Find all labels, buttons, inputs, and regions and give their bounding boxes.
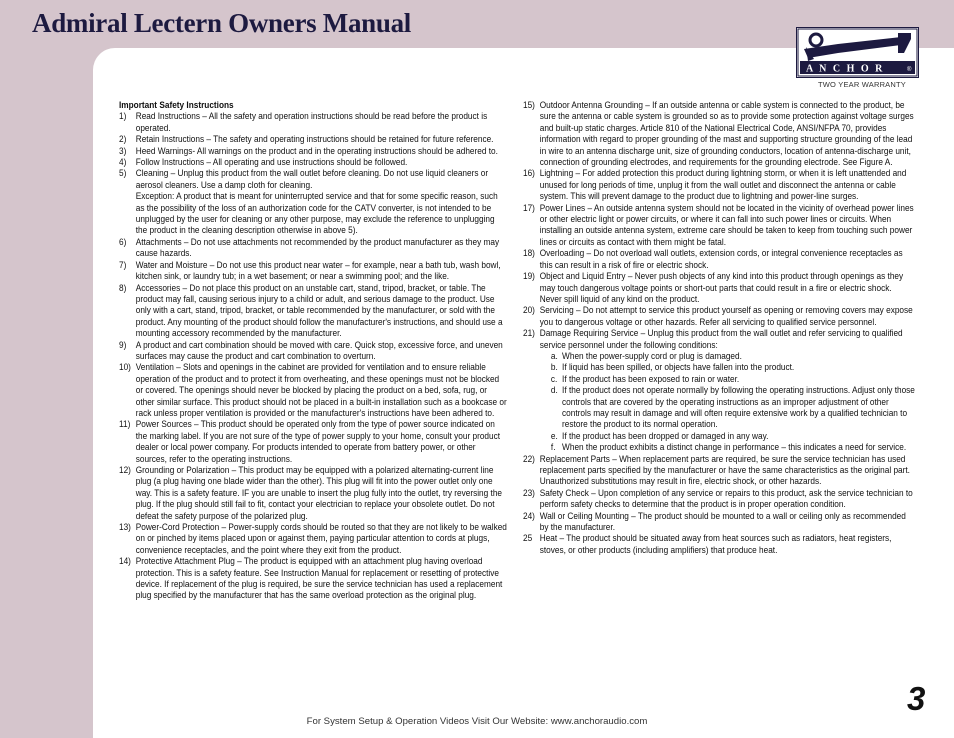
item-text: Wall or Ceiling Mounting – The product should be mounted to a wall or ceiling only as recommended by the manufacturer. (539, 510, 906, 533)
item-text: Retain Instructions – The safety and operating instructions should be retained for future reference. (135, 134, 494, 145)
list-item (523, 511, 915, 534)
item-text: Servicing – Do not attempt to service this product yourself as opening or removing covers may expose you to dangerous voltage or other hazards. Refer all servicing to qualified service personnel. (539, 305, 913, 327)
list-item (523, 248, 915, 271)
item-text: When the product exhibits a distinct change in performance – this indicates a need for service. (562, 442, 907, 453)
list-item (119, 237, 508, 260)
item-text: Cleaning – Unplug this product from the wall outlet before cleaning. Do not use liquid cleaners or aerosol cleaners. Use a damp cloth for cleaning. (135, 168, 489, 190)
item-text: Attachments – Do not use attachments not recommended by the product manufacturer as they may cause hazards. (135, 236, 500, 259)
item-text: If liquid has been spilled, or objects have fallen into the product. (562, 362, 795, 373)
item-number: 19) (523, 271, 535, 282)
item-number: 16) (523, 168, 535, 179)
item-text: If the product does not operate normally by following the operating instructions. Adjust only those controls that are covered by the operating instructions as an improper adjustment of other controls may result in damage and will often require extensive work by a qualified technician to restore the product to its normal operation. (562, 385, 915, 430)
registered-mark: ® (907, 67, 912, 73)
item-text: Power Lines – An outside antenna system should not be located in the vicinity of overhead power lines or other electric light or power circuits, or where it can fall into such power lines or circuits. When installing an outside antenna system, extreme care should be taken to keep from touching such power lines or circuits as contact with them might be fatal. (539, 202, 914, 247)
item-text: Follow Instructions – All operating and use instructions should be followed. (135, 157, 408, 168)
sub-list-item (523, 374, 915, 385)
list-item (119, 419, 508, 465)
item-text: Grounding or Polarization – This product may be equipped with a polarized alternating-current line plug (a plug having one blade wider than the other). This plug will fit into the power outlet only one way. This is a safety feature. IF you are unable to insert the plug fully into the outlet, try reversing the plug. If the plug should still fail to fit, contact your electrician to replace your obsolete outlet. Do not defeat the safety purpose of the polarized plug. (135, 465, 503, 521)
item-number: 4) (119, 157, 127, 168)
right-column (523, 100, 915, 556)
item-text: Heat – The product should be situated away from heat sources such as radiators, heat registers, stoves, or other products (including amplifiers) that produce heat. (539, 533, 892, 555)
item-text: If the product has been dropped or damaged in any way. (562, 430, 769, 441)
list-item (119, 134, 508, 145)
page-number: 3 (907, 680, 926, 717)
item-number: 13) (119, 522, 131, 533)
item-number: 1) (119, 111, 127, 122)
list-item (119, 283, 508, 340)
item-number: 7) (119, 259, 127, 270)
item-number: 22) (523, 453, 535, 464)
item-text: Accessories – Do not place this product on an unstable cart, stand, tripod, bracket, or table. The product may fall, causing serious injury to a child or adult, and serious damage to the product. Use only with a cart, stand, tripod, bracket, or table recommended by the manufacturer, or sold with the product. Any mounting of the product should follow the manufacturer's instructions, and should use a mounting accessory recommended by the manufacturer. (135, 282, 503, 339)
item-text: Damage Requiring Service – Unplug this product from the wall outlet and refer servicing to qualified service personnel under the following conditions: (539, 328, 903, 350)
item-text: Lightning – For added protection this product during lightning storm, or when it is left unattended and unused for long periods of time, unplug it from the wall outlet and disconnect the antenna or cable system. This will prevent damage to the product due to lightning and power-line surges. (539, 168, 907, 202)
item-text: Power Sources – This product should be operated only from the type of power source indicated on the marking label. If you are not sure of the type of power supply to your home, consult your product dealer or local power company. For products intended to operate from battery power, or other sources, refer to the operating instructions. (135, 419, 501, 464)
item-number: e. (550, 430, 558, 441)
item-number: 14) (119, 556, 131, 567)
warranty-label: TWO YEAR WARRANTY (818, 80, 906, 89)
item-number: 20) (523, 305, 535, 316)
left-column (119, 100, 508, 602)
item-text: Replacement Parts – When replacement parts are required, be sure the service technician has used replacement parts specified by the manufacturer or have the same characteristics as the original part. Unauthorized substitutions may result in fire, electric shock, or other hazards. (539, 453, 910, 487)
list-item (523, 168, 915, 202)
item-text: Read Instructions – All the safety and operation instructions should be read before the product is operated. (135, 111, 488, 133)
footer (0, 716, 954, 727)
item-text: Heed Warnings- All warnings on the product and in the operating instructions should be adhered to. (135, 145, 498, 156)
list-item (119, 340, 508, 363)
list-item (119, 362, 508, 419)
item-text: Outdoor Antenna Grounding – If an outside antenna or cable system is connected to the product, be sure the antenna or cable system is grounded so as to provide some protection against voltage surges and built-up static charges. Article 810 of the National Electrical Code, ANSI/NFPA 70, provides information with regard to proper grounding of the mast and supporting structure grounding of the lead in wire to an antenna discharge unit, size of grounding conductors, location of antenna-discharge unit, connection of grounding electrodes, and requirements for the grounding electrode. See Figure A. (539, 100, 914, 168)
item-number: 5) (119, 168, 127, 179)
item-number: 8) (119, 282, 127, 293)
item-number: 12) (119, 465, 131, 475)
item-number: 2) (119, 134, 127, 145)
list-item (523, 488, 915, 511)
item-number: 3) (119, 145, 127, 156)
list-item (119, 146, 508, 157)
item-text: Water and Moisture – Do not use this product near water – for example, near a bath tub, wash bowl, kitchen sink, or laundry tub; in a wet basement; or near a swimming pool; and the like. (135, 259, 501, 282)
item-text: If the product has been exposed to rain or water. (562, 373, 740, 384)
item-number: 24) (523, 510, 535, 521)
list-item (523, 203, 915, 249)
list-item (119, 168, 508, 191)
item-number: 23) (523, 487, 535, 498)
item-number: 25 (523, 533, 533, 544)
sub-list-item (523, 385, 915, 431)
list-item (119, 522, 508, 556)
item-number: 6) (119, 236, 127, 247)
anchor-logo (796, 27, 919, 78)
item-number: 17) (523, 202, 535, 213)
list-item (119, 465, 508, 522)
list-item (523, 100, 915, 168)
list-item (523, 533, 915, 556)
item-number: b. (550, 362, 558, 373)
sub-list-item (523, 362, 915, 373)
item-number: 9) (119, 339, 127, 350)
section-heading: Important Safety Instructions (119, 100, 234, 110)
item-number: 10) (119, 362, 131, 373)
item-number: c. (550, 373, 558, 384)
list-item (523, 271, 915, 305)
item-text: Protective Attachment Plug – The product is equipped with an attachment plug having overload protection. This is a safety feature. See Instruction Manual for replacement or resetting of protective device. If replacement of the plug is required, be sure the service technician has used a replacement plug specified by the manufacturer that has the same overload protection as the original plug. (135, 556, 503, 601)
list-item (119, 157, 508, 168)
footer-website-text: For System Setup & Operation Videos Visit Our Website: www.anchoraudio.com (306, 716, 648, 727)
list-item (119, 260, 508, 283)
item-text: Ventilation – Slots and openings in the cabinet are provided for ventilation and to ensure reliable operation of the product and to protect it from overheating, and these openings must not be blocked or covered. The openings should never be blocked by placing the product on a bed, sofa, rug, or other similar surface. This product should not be placed in a built-in installation such as a bookcase or rack unless proper ventilation is provided or the manufacturer's instructions have been adhered to. (135, 362, 507, 418)
list-item (119, 111, 508, 134)
item-number: 18) (523, 248, 535, 259)
item-number: 15) (523, 100, 535, 110)
item-number: 11) (119, 419, 131, 430)
list-item (523, 305, 915, 328)
sub-list-item (523, 431, 915, 442)
list-item (119, 556, 508, 602)
item-number: 21) (523, 328, 535, 339)
item-text: Overloading – Do not overload wall outlets, extension cords, or integral convenience receptacles as this can result in a risk of fire or electric shock. (539, 248, 903, 270)
item-text: A product and cart combination should be moved with care. Quick stop, excessive force, and uneven surfaces may cause the product and cart combination to overturn. (135, 339, 503, 361)
sub-list-item (523, 351, 915, 362)
item-number: d. (550, 385, 558, 396)
list-item (523, 454, 915, 488)
logo-wordmark: A N C H O R (806, 63, 885, 75)
item-text: Exception: A product that is meant for uninterrupted service and that for some specific reason, such as the possibility of the loss of an authorization code for the CATV converter, is not intended to be unplugged by the user for cleaning or any other purpose, may exclude the reference to unplugging the product in the cleaning description otherwise in above 5). (135, 191, 498, 236)
item-text: Object and Liquid Entry – Never push objects of any kind into this product through openings as they may touch dangerous voltage points or short-out parts that could result in a fire or electric shock. Never spill liquid of any kind on the product. (539, 271, 904, 304)
item-text: Power-Cord Protection – Power-supply cords should be routed so that they are not likely to be walked on or pinched by items placed upon or against them, paying particular attention to cords at plugs, convenience receptacles, and the point where they exit from the product. (135, 522, 507, 555)
item-number: a. (550, 350, 558, 361)
item-text: When the power-supply cord or plug is damaged. (562, 350, 742, 361)
sub-list-item (523, 442, 915, 453)
item-number: f. (550, 442, 556, 453)
item-text: Safety Check – Upon completion of any service or repairs to this product, ask the service technician to perform safety checks to determine that the product is in proper operation condition. (539, 487, 913, 510)
page-title: Admiral Lectern Owners Manual (32, 8, 412, 38)
list-item (119, 191, 508, 237)
list-item (523, 328, 915, 351)
